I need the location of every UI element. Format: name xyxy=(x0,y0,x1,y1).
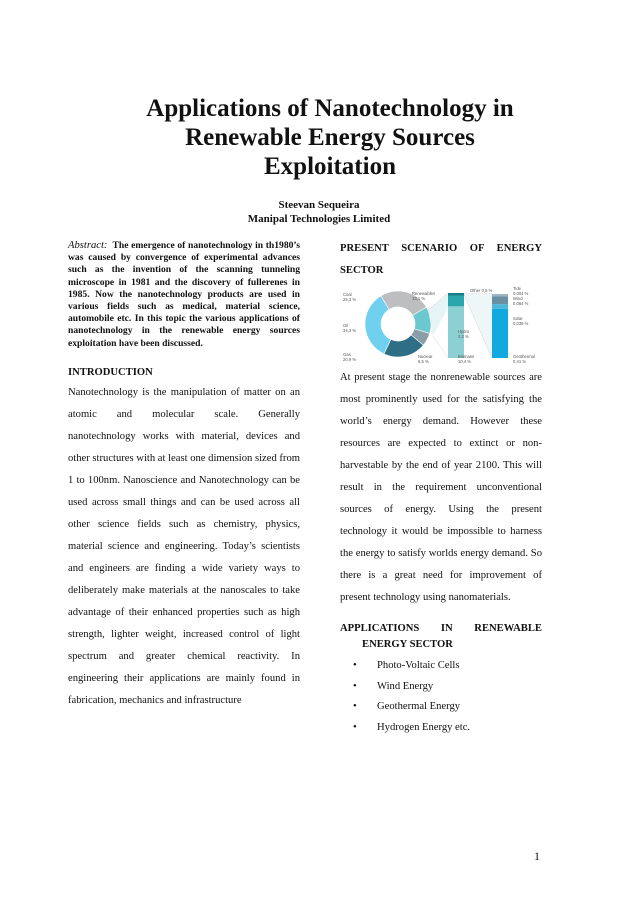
segment-label-biomass: Biomass xyxy=(458,354,475,359)
abstract-text: The emergence of nanotechnology in th1980’s was caused by convergence of experimental advances such as the invention of the scanning tunneling microscope in 1981 and the discovery of fullerenes in 1985. Now the nanotechnology products are used in various fields such as medical, material science, automobile etc. In this topic the various applications of nanotechnology in the renewable energy sources exploitation have been discussed. xyxy=(68,240,301,349)
segment-value-geothermal: 0,41 % xyxy=(513,359,527,364)
other-bar-tide xyxy=(492,294,508,296)
renewables-bar-hydro xyxy=(448,295,464,306)
segment-value-wind: 0,064 % xyxy=(513,301,529,306)
paper-title xyxy=(60,94,600,181)
author-name: Steevan Sequeira xyxy=(278,199,360,211)
list-item: • Wind Energy xyxy=(340,677,542,698)
present-scenario-heading: PRESENT SCENARIO OF ENERGY SECTOR xyxy=(340,243,542,276)
introduction-text: Nanotechnology is the manipulation of matter on an atomic and molecular scale. Generally nanotechnology works with material, devices and other structures with at least one dimension sized from 1 to 100nm. Nanoscience and Nanotechnology can be used across small things and can be used across all other science fields such as chemistry, physics, material science and engineering. Today’s scientists and engineers are finding a wide variety ways to deliberately make materials at the nanoscales to take advantage of their enhanced properties such as high strength, lighter weight, increased control of light spectrum and greater chemical reactivity. In engineering their applications are mainly found in fabrication, mechanics and infrastructure xyxy=(68,386,300,706)
energy-mix-chart xyxy=(340,284,542,364)
other-bar-geothermal xyxy=(492,309,508,358)
connector-line-bottom xyxy=(433,336,448,358)
left-column xyxy=(68,240,300,712)
applications-heading-line-1: APPLICATIONS IN RENEWABLE xyxy=(340,623,542,634)
segment-label-geothermal: Geothermal xyxy=(513,354,535,359)
other-bar-solar xyxy=(492,304,508,309)
title-line-3: Exploitation xyxy=(264,153,396,180)
abstract xyxy=(68,240,300,350)
list-item: • Photo-Voltaic Cells xyxy=(340,656,542,677)
introduction-heading: INTRODUCTION xyxy=(68,366,153,378)
other-bar-wind xyxy=(492,296,508,304)
segment-value-tide: 0,004 % xyxy=(513,291,529,296)
segment-value-solar: 0,039 % xyxy=(513,321,529,326)
author-block xyxy=(0,198,638,226)
segment-label-tide: Tide xyxy=(513,286,521,291)
applications-list xyxy=(340,656,542,738)
segment-value-hydro: 2,2 % xyxy=(458,334,469,339)
slice-value-nuclear: 6,5 % xyxy=(418,359,429,364)
segment-label-hydro: Hydro xyxy=(458,329,470,334)
slice-label-oil: Oil xyxy=(343,323,349,328)
applications-heading-line-2: ENERGY SECTOR xyxy=(362,639,453,650)
segment-label-wind: Wind xyxy=(513,296,523,301)
segment-value-biomass: 10,4 % xyxy=(458,359,472,364)
list-item: • Geothermal Energy xyxy=(340,697,542,718)
slice-label-coal: Coal xyxy=(343,292,352,297)
slice-value-gas: 20,9 % xyxy=(343,357,357,362)
slice-label-renewables: Renewables xyxy=(412,291,436,296)
segment-label-other: Other 0,5 % xyxy=(470,288,493,293)
author-affiliation: Manipal Technologies Limited xyxy=(247,213,391,225)
abstract-label: Abstract: xyxy=(68,240,108,251)
title-line-1: Applications of Nanotechnology in xyxy=(146,95,514,122)
slice-label-nuclear: Nuclear xyxy=(418,354,433,359)
slice-value-oil: 34,3 % xyxy=(343,328,357,333)
list-item: • Hydrogen Energy etc. xyxy=(340,718,542,739)
title-line-2: Renewable Energy Sources xyxy=(185,124,475,151)
renewables-bar-other xyxy=(448,293,464,295)
segment-label-solar: Solar xyxy=(513,316,523,321)
present-scenario-text: At present stage the nonrenewable sources are most prominently used for the satisfying the world’s energy demand. However these resources are expected to extinct or non-harvestable by the end of year 2100. This will result in the requirement unconventional sources of energy. Using the present technology it would be impossible to harness the energy to satisfy worlds energy demand. So there is a great need for improvement of present technology using nanomaterials. xyxy=(340,372,542,603)
slice-label-gas: Gas xyxy=(343,352,351,357)
right-column xyxy=(340,240,542,738)
slice-value-renewables: 13,1 % xyxy=(412,296,426,301)
slice-value-coal: 25,3 % xyxy=(343,297,357,302)
page-number: 1 xyxy=(534,849,540,863)
